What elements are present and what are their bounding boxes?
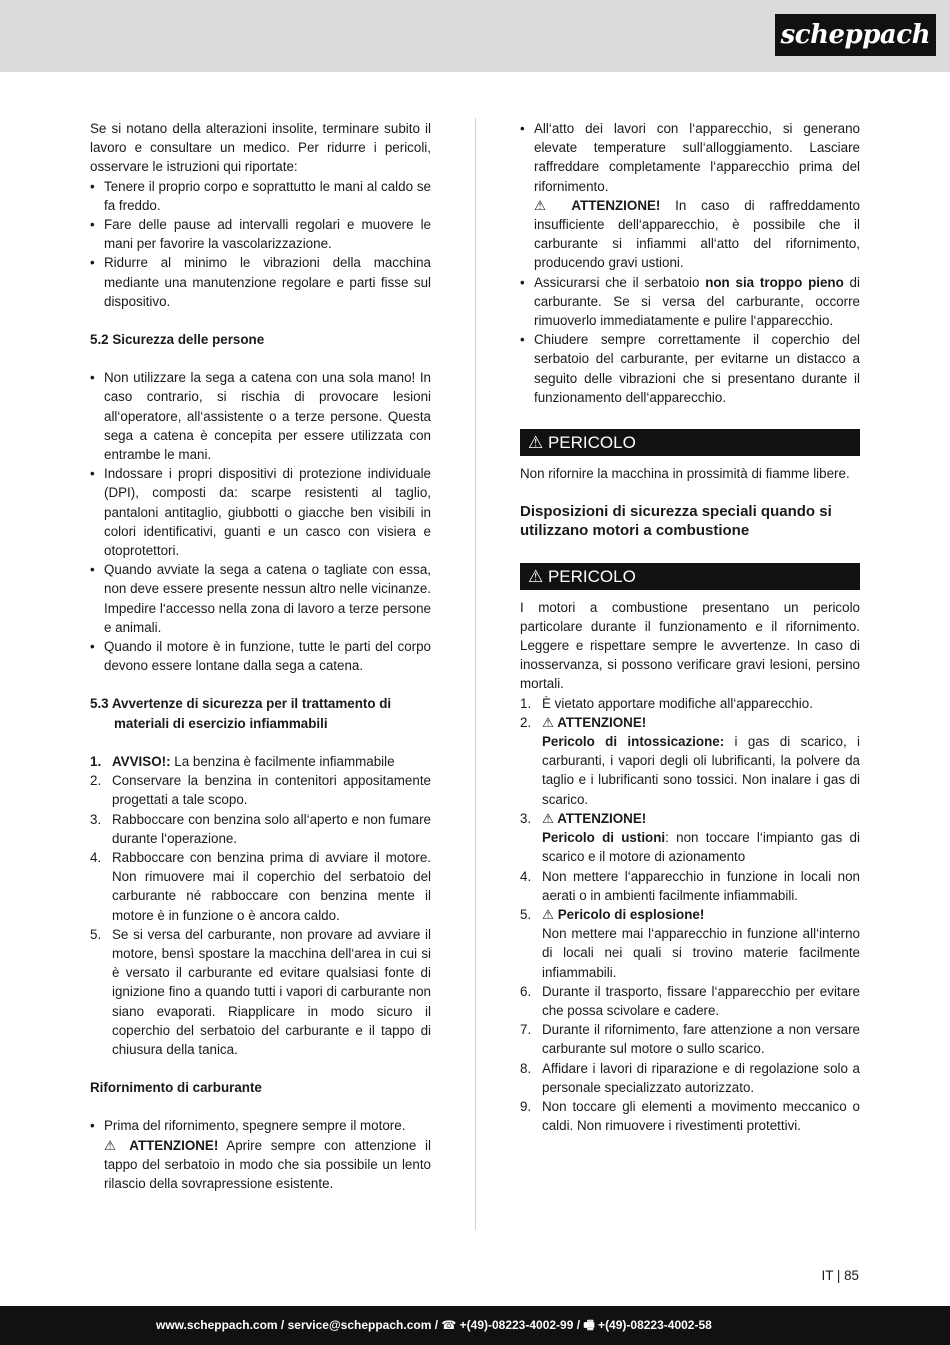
warning-label: ⚠ ATTENZIONE! — [542, 810, 647, 826]
warning-label: ⚠ Pericolo di esplosione! — [542, 906, 705, 922]
section-heading-5-2: 5.2 Sicurezza delle persone — [90, 332, 265, 348]
danger-text: I motori a combustione presentano un pericolo particolare durante il funzionamento e il rifornimento. Leggere e rispettare sempre le avvertenze. In caso di inosservanza, si possono verificare gravi lesioni, persino mortali. — [520, 599, 860, 692]
warning-label: ⚠ ATTENZIONE! — [534, 197, 661, 213]
page-header — [0, 0, 950, 72]
list-item: • Fare delle pause ad intervalli regolari e muovere le mani per favorire la vascolarizzazione. — [90, 215, 431, 253]
hazard-label: Pericolo di ustioni — [542, 830, 666, 846]
item-number: 5. — [90, 926, 102, 942]
list-item: • Tenere il proprio corpo e soprattutto le mani al caldo se fa freddo. — [90, 177, 431, 215]
item-number: 1. — [90, 753, 102, 769]
item-text: Prima del rifornimento, spegnere sempre il motore. — [104, 1118, 406, 1134]
list-item: • Quando avviate la sega a catena o tagliate con essa, non deve essere presente nessun altro nelle vicinanze. Impedire l‘accesso nella zona di lavoro a terze persone e animali. — [90, 560, 431, 637]
warning-label: ⚠ ATTENZIONE! — [104, 1137, 219, 1153]
list-item — [90, 771, 431, 809]
danger-text: Non rifornire la macchina in prossimità di fiamme libere. — [520, 466, 850, 482]
list-item: • Quando il motore è in funzione, tutte le parti del corpo devono essere lontane dalla sega a catena. — [90, 637, 431, 675]
danger-banner: ⚠ PERICOLO — [520, 429, 860, 456]
list-item — [90, 925, 431, 1059]
item-text: Aprire sempre con attenzione il tappo del serbatoio in modo che sia possibile un lento rilascio della sovrapressione esistente. — [104, 1137, 431, 1191]
hazard-label: Pericolo di intossicazione: — [542, 734, 725, 750]
list-item — [520, 1097, 860, 1135]
item-number: 3. — [90, 811, 102, 827]
item-number: 1. — [520, 695, 532, 711]
flammable-materials-list — [90, 752, 431, 1059]
item-text: Conservare la benzina in contenitori appositamente progettati a tale scopo. — [112, 773, 431, 808]
item-number: 5. — [520, 906, 532, 922]
list-item — [520, 713, 860, 809]
list-item — [90, 752, 431, 771]
intro-bullet-list — [90, 177, 431, 311]
item-number: 2. — [90, 773, 102, 789]
item-text: All‘atto dei lavori con l‘apparecchio, si generano elevate temperature sull‘alloggiamento. Lasciare raffreddare completamente l‘apparecchio prima del rifornimento. — [534, 121, 860, 194]
list-item — [520, 1020, 860, 1058]
item-text: Rabboccare con benzina solo all‘aperto e non fumare durante l‘operazione. — [112, 811, 431, 846]
item-number: 3. — [520, 810, 532, 826]
item-text: È vietato apportare modifiche all‘apparecchio. — [542, 695, 813, 711]
item-text: Durante il trasporto, fissare l‘apparecchio per evitare che possa scivolare e cadere. — [542, 983, 860, 1018]
item-text: Non mettere l‘apparecchio in funzione in locali non aerati o in ambienti facilmente infiammabili. — [542, 868, 860, 903]
item-number: 2. — [520, 714, 532, 730]
column-divider — [475, 118, 476, 1230]
danger-banner: ⚠ PERICOLO — [520, 563, 860, 590]
left-column — [90, 119, 431, 1193]
right-column — [520, 119, 860, 1135]
item-text: Rabboccare con benzina prima di avviare il motore. Non rimuovere mai il coperchio del serbatoio del carburante né rabboccare con benzina mente il motore è in funzione o è ancora caldo. — [112, 849, 431, 923]
list-item — [520, 1059, 860, 1097]
item-text: Se si versa del carburante, non provare ad avviare il motore, bensì spostare la macchina dell‘area in cui si è versato il carburante ed evitare qualsiasi fonte di ignizione fino a quando tutti i vapori di carburante non siano evaporati. Riapplicare in modo sicuro il coperchio del serbatoio del carburante e il tappo di chiusura della tanica. — [112, 926, 431, 1057]
item-number: 8. — [520, 1060, 532, 1076]
item-number: 6. — [520, 983, 532, 999]
refuel-continued-list — [520, 119, 860, 407]
item-number: 7. — [520, 1022, 532, 1038]
item-text: Durante il rifornimento, fare attenzione a non versare carburante sul motore o sullo scarico. — [542, 1022, 860, 1057]
list-item: • Ridurre al minimo le vibrazioni della macchina mediante una manutenzione regolare e parti fisse sul dispositivo. — [90, 253, 431, 311]
list-item — [90, 848, 431, 925]
list-item — [520, 273, 860, 331]
special-safety-heading: Disposizioni di sicurezza speciali quando si utilizzano motori a combustione — [520, 503, 832, 540]
list-item — [90, 1116, 431, 1193]
item-text: i gas di scarico, i carburanti, i vapori degli oli lubrificanti, la polvere da taglio e i lubrificanti sono tossici. Non inalare i gas di scarico. — [542, 734, 860, 807]
brand-logo: scheppach — [775, 14, 936, 56]
emphasis-text: non sia troppo pieno — [705, 274, 844, 290]
list-item — [520, 119, 860, 273]
item-number: 4. — [90, 849, 102, 865]
item-number: 4. — [520, 868, 532, 884]
item-text: In caso di raffreddamento insufficiente dell‘apparecchio, è possibile che il carburante si infiammi all‘atto del rifornimento, producendo gravi ustioni. — [534, 197, 860, 271]
list-item — [520, 905, 860, 982]
list-item: • Chiudere sempre correttamente il coperchio del serbatoio del carburante, per evitarne un distacco a seguito delle vibrazioni che si presentano durante il funzionamento dell‘apparecchio. — [520, 330, 860, 407]
list-item: • Non utilizzare la sega a catena con una sola mano! In caso contrario, si rischia di provocare lesioni all‘operatore, all‘assistente o a terze persone. Questa sega a catena è concepita per essere utilizzata con entrambe le mani. — [90, 368, 431, 464]
page-number: IT | 85 — [821, 1268, 859, 1283]
combustion-engine-list — [520, 694, 860, 1136]
refuel-list — [90, 1116, 431, 1193]
list-item — [520, 809, 860, 867]
list-item: • Indossare i propri dispositivi di protezione individuale (DPI), composti da: scarpe resistenti al taglio, pantaloni antitaglio, giubbotti o giacche ben visibili in colori identificativi, guanti e un casco con visiera e otoprotettori. — [90, 464, 431, 560]
list-item — [520, 982, 860, 1020]
item-text: Assicurarsi che il serbatoio — [534, 274, 706, 290]
item-text: Non toccare gli elementi a movimento meccanico o caldi. Non rimuovere i rivestimenti protettivi. — [542, 1098, 860, 1134]
section-heading-5-3: 5.3 Avvertenze di sicurezza per il trattamento di materiali di esercizio infiammabili — [90, 696, 392, 731]
item-number: 9. — [520, 1098, 532, 1114]
list-item — [520, 694, 860, 713]
list-item — [520, 867, 860, 905]
warning-label: ⚠ ATTENZIONE! — [542, 714, 647, 730]
refuel-heading: Rifornimento di carburante — [90, 1080, 262, 1096]
item-text: : non toccare l‘impianto gas di scarico e il motore di azionamento — [542, 830, 860, 865]
persons-safety-list — [90, 368, 431, 675]
page-footer — [0, 1306, 950, 1345]
item-text: Non mettere mai l‘apparecchio in funzione all‘interno di locali nei quali si trovino materie facilmente infiammabili. — [542, 926, 860, 980]
notice-label: AVVISO!: — [112, 753, 171, 769]
list-item — [90, 810, 431, 848]
item-text: Affidare i lavori di riparazione e di regolazione solo a personale specializzato autorizzato. — [542, 1060, 860, 1095]
intro-paragraph: Se si notano della alterazioni insolite, terminare subito il lavoro e consultare un medico. Per ridurre i pericoli, osservare le istruzioni qui riportate: — [90, 121, 431, 175]
item-text: di carburante. Se si versa del carburante, occorre rimuoverlo immediatamente e pulire l‘apparecchio. — [534, 274, 860, 329]
contact-info: www.scheppach.com / service@scheppach.com / ☎ +(49)-08223-4002-99 / 🖷 +(49)-08223-4002-58 — [156, 1318, 712, 1332]
item-text: La benzina è facilmente infiammabile — [170, 753, 395, 769]
